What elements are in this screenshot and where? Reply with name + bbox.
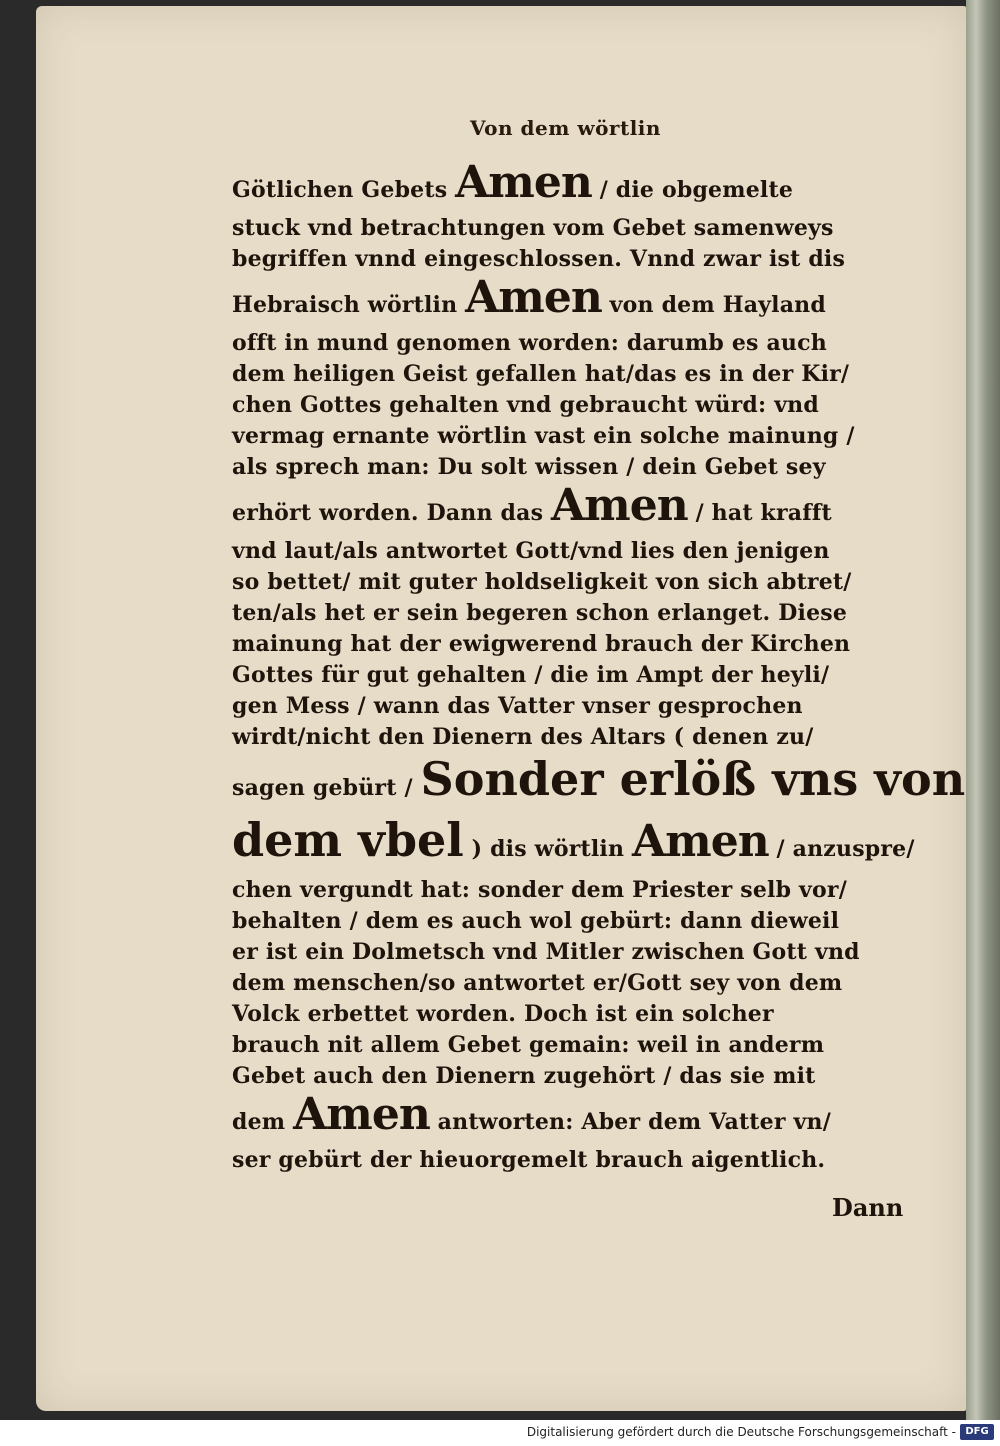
prayer-quote: Sonder erlöß vns von: [420, 752, 966, 806]
text-line: vermag ernante wörtlin vast ein solche mainung /: [232, 423, 855, 449]
text-line: offt in mund genomen worden: darumb es auch: [232, 330, 827, 356]
dfg-logo: DFG: [960, 1424, 994, 1440]
running-head: Von dem wörtlin: [470, 116, 661, 140]
text-line: dem menschen/so antwortet er/Gott sey von dem: [232, 970, 843, 996]
text-line: Götlichen Gebets Amen / die obgemelte: [232, 157, 794, 208]
text-line: dem Amen antworten: Aber dem Vatter vn/: [232, 1089, 831, 1140]
text-line: ser gebürt der hieuorgemelt brauch aigentlich.: [232, 1147, 826, 1173]
amen-word: Amen: [465, 272, 602, 323]
text-line: behalten / dem es auch wol gebürt: dann dieweil: [232, 908, 840, 934]
text-line: chen vergundt hat: sonder dem Priester selb vor/: [232, 877, 847, 903]
text-line: er ist ein Dolmetsch vnd Mitler zwischen Gott vnd: [232, 939, 860, 965]
prayer-quote: dem vbel: [232, 813, 464, 867]
text-line: gen Mess / wann das Vatter vnser gesprochen: [232, 693, 803, 719]
text-line: wirdt/nicht den Dienern des Altars ( denen zu/: [232, 724, 814, 750]
text-line: stuck vnd betrachtungen vom Gebet samenweys: [232, 215, 834, 241]
text-line: Volck erbettet worden. Doch ist ein solcher: [232, 1001, 774, 1027]
book-spine-edge: [966, 0, 1000, 1420]
text-line: vnd laut/als antwortet Gott/vnd lies den jenigen: [232, 538, 830, 564]
amen-word: Amen: [455, 157, 592, 208]
body-text: [232, 157, 966, 1176]
text-line: Hebraisch wörtlin Amen von dem Hayland: [232, 272, 826, 323]
catchword: Dann: [832, 1193, 904, 1222]
amen-word: Amen: [551, 480, 688, 531]
text-line: chen Gottes gehalten vnd gebraucht würd: vnd: [232, 392, 819, 418]
funding-notice: Digitalisierung gefördert durch die Deutsche Forschungsgemeinschaft -: [526, 1425, 956, 1439]
digitization-footer: [0, 1420, 1000, 1446]
text-line: dem heiligen Geist gefallen hat/das es in der Kir/: [232, 361, 850, 387]
text-line: dem vbel ) dis wörtlin Amen / anzuspre/: [232, 813, 915, 867]
text-line: Gottes für gut gehalten / die im Ampt der heyli/: [232, 662, 830, 688]
text-line: erhört worden. Dann das Amen / hat krafft: [232, 480, 832, 531]
text-line: mainung hat der ewigwerend brauch der Kirchen: [232, 631, 851, 657]
text-line: Gebet auch den Dienern zugehört / das sie mit: [232, 1063, 816, 1089]
amen-word: Amen: [632, 816, 769, 867]
text-line: so bettet/ mit guter holdseligkeit von sich abtret/: [232, 569, 852, 595]
amen-word: Amen: [293, 1089, 430, 1140]
text-line: als sprech man: Du solt wissen / dein Gebet sey: [232, 454, 826, 480]
text-line: ten/als het er sein begeren schon erlanget. Diese: [232, 600, 848, 626]
text-line: brauch nit allem Gebet gemain: weil in anderm: [232, 1032, 825, 1058]
text-line: sagen gebürt / Sonder erlöß vns von: [232, 752, 966, 806]
text-line: begriffen vnnd eingeschlossen. Vnnd zwar ist dis: [232, 246, 846, 272]
